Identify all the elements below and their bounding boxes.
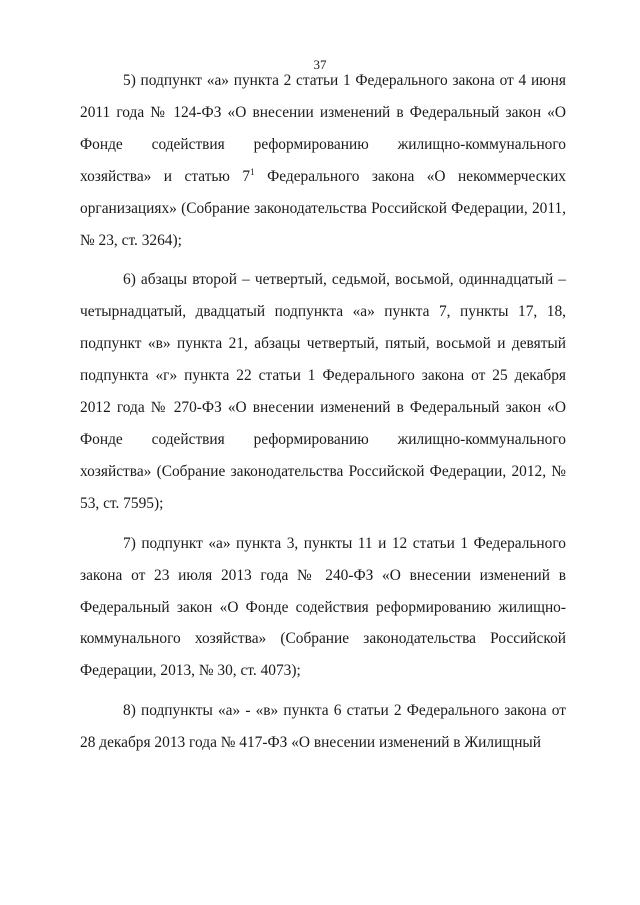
page-number: 37: [313, 57, 327, 72]
paragraph-text-continued: Федерального закона «О некоммерческих организациях» (Собрание законодательства Российской Федерации, 2011, № 23, ст. 3264);: [80, 167, 566, 249]
paragraph-item-8: [80, 695, 566, 759]
paragraph-text: 6) абзацы второй – четвертый, седьмой, восьмой, одиннадцатый – четырнадцатый, двадцатый подпункта «а» пункта 7, пункты 17, 18, подпункт «в» пункта 21, абзацы четвертый, пятый, восьмой и девятый подпункта «г» пункта 22 статьи 1 Федерального закона от 25 декабря 2012 года № 270-ФЗ «О внесении изменений в Федеральный закон «О Фонде содействия реформированию жилищно-коммунального хозяйства» (Собрание законодательства Российской Федерации, 2012, № 53, ст. 7595);: [80, 271, 566, 512]
paragraph-item-7: [80, 528, 566, 688]
paragraph-text: 5) подпункт «а» пункта 2 статьи 1 Федерального закона от 4 июня 2011 года № 124-ФЗ «О внесении изменений в Федеральный закон «О Фонде содействия реформированию жилищно-коммунального хозяйства» и статью 7: [80, 72, 566, 185]
superscript: 1: [250, 166, 255, 177]
paragraph-text: 8) подпункты «а» - «в» пункта 6 статьи 2 Федерального закона от 28 декабря 2013 года № 417-ФЗ «О внесении изменений в Жилищный: [80, 702, 566, 752]
paragraph-item-6: [80, 264, 566, 519]
body-text: [80, 65, 566, 759]
paragraph-text: 7) подпункт «а» пункта 3, пункты 11 и 12 статьи 1 Федерального закона от 23 июля 2013 года № 240-ФЗ «О внесении изменений в Федеральный закон «О Фонде содействия реформированию жилищно-коммунального хозяйства» (Собрание законодательства Российской Федерации, 2013, № 30, ст. 4073);: [80, 534, 566, 680]
paragraph-item-5: [80, 65, 566, 256]
